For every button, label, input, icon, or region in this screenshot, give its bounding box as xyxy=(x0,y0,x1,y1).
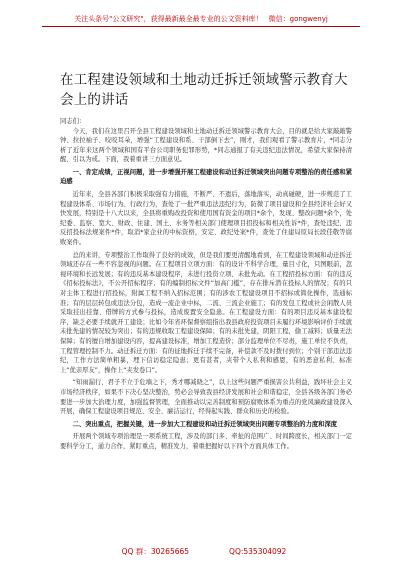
footer-qq-group: QQ 群：30265665 xyxy=(121,547,190,556)
paragraph-text: 近年来，全县各部门积极采取强有力措施，不断严、不遗后，落地落实，动真碰硬，进一步规范了工程建设体系、市场行为、行政行为，查处了一批严重违法违纪行为，防微了项目建设和全县经济社会好又快发展，特别是十八大以来，全县将重购改投资和使用国有资金的项目*余个，发现、整改问题*余个，处纪委、监察、宽大、财政、住建、国土、水务等相关部门使理项目招投标和相关性诉*件，查处违纪、违反招投标法规案件*件，取消*家企业的中标资格，安定、政纪处案*件，查处了住建局原局长段佳敬等腐败案件。 xyxy=(60,191,352,247)
banner-wechat-text: 微信：gongwenyj xyxy=(268,15,328,23)
footer-qq: QQ:535304092 xyxy=(229,547,287,556)
banner-promo-text: 关注头条号"公文研究"，获得最新最全最专业的公文资料库！ xyxy=(74,15,263,23)
salutation: 同志们： xyxy=(60,118,86,125)
paragraph xyxy=(60,168,352,187)
header-banner xyxy=(42,14,360,27)
document-body xyxy=(60,70,352,452)
section-heading: 二、突出重点，把握关键，进一步加大工程建设和动迁拆迁领域突出问题专项整治的力度和深度 xyxy=(72,420,338,428)
paragraph xyxy=(60,432,352,451)
footer-contacts xyxy=(0,546,408,557)
paragraph-list xyxy=(60,127,352,452)
document-title: 在工程建设领域和土地动迁拆迁领域警示教育大会上的讲话 xyxy=(60,72,348,108)
paragraph xyxy=(60,190,352,248)
paragraph-text: 今天，我们在这里召开全县工程建设领域和土地动迁拆迁领域警示教育大会，目的就是给大家敲敲警钟、拉拉袖子、咬咬耳朵，增强“工程建设和系、干部倒下去”，刚才，我们观看了警示教育片，*同志分析了近年来这两个领域和国有平台公司职务犯罪形势，*同志通报了有关违纪违法情况，希望大家保持清醒、引以为戒。下面，我着重讲三方面意见。 xyxy=(60,127,352,164)
paragraph xyxy=(60,420,352,430)
paragraph xyxy=(60,251,352,376)
paragraph-text: 开展两个领域专项治理是一项系统工程，涉及的部门多、牵扯的范围广、时间跨度长，相关部门一定要科学分工，通力合作，紧盯重点，精准发力，着重把握好以下四个方面具体工作。 xyxy=(60,433,352,450)
section-heading: 一、肯定成绩，正视问题，进一步增强开展工程建设和动迁拆迁领域突出问题专项整治的责任感和紧迫感 xyxy=(60,168,352,186)
paragraph xyxy=(60,378,352,416)
paragraph xyxy=(60,127,352,165)
paragraph-text: 总的来讲，专项整治工作取得了良好的成效，但是我们要更清醒地看到，在工程建设领域和动迁拆迁领域还存在一些不容忽视的问题。在工程项目立项方面：有的设计不科学合理，量目寸化，只图眼前，忽视环境和长远发展；有的违反基本建设程序，未进行投资立项、未批先动。在工程招投标方面：有的违反《招标投标法》，不公开招标程序；有的编制招标文件“加高门槛”，存在排斥潜在投标人的情况；有的只对主体工程进行招投标，附属工程不纳入招标范围；有的涉农工程建设项目不招标或简化操作，选通标准；有的层层转包或违法分包，造成一流企业中标，二流、三流企业施工；有的发包工程或社会闲散人员采取挂出挂靠、借牌的方式参与投标，造成废置安全隐患。在工程建设方面：有的项目违反基本建设程序，缺乏必要手续就开工建设；比如今年省环保督察组指出我县政府投资项目未履行环境影响评价手续就未批先建的情况较为突出；有的违规收取工程建设保障；有的未批先建，阴阳工程，偷工减料；质量无法保障；有的擅自增加建设内容，提高建设标准，增加工程造价；部分监理单位不尽责，施工单位不负责，工程管理控制不力。动迁拆迁方面：有的征地拆迁手续不完备，补偿款不及时拨付到位；个别干部违法违纪，工作方法简单粗暴，埋下信访稳定隐患；更有甚者，夹带个人私利和感恩，有的恶意私利、标准上“优亲厚友”，操作上“夹发卷口”。 xyxy=(60,251,352,374)
paragraph-text: “知雨漏行，君子不立于危墙之下，秀才哪减晓之”，以上这些问题严重损害公共利益，践坏社会主义市场经济秩序，如果不下决心坚决整治，势必会导致我县经济发展和社会和谐稳定，全县各级各部门务必要进一步加大治理力度，加强监督管理，全面推动以完善制度和预防腐败体系为重点的党风廉政建设深入开展，确保工程建设项目规范、安全、廉洁运行，经得起实践、群众和历史的检验。 xyxy=(60,379,352,416)
